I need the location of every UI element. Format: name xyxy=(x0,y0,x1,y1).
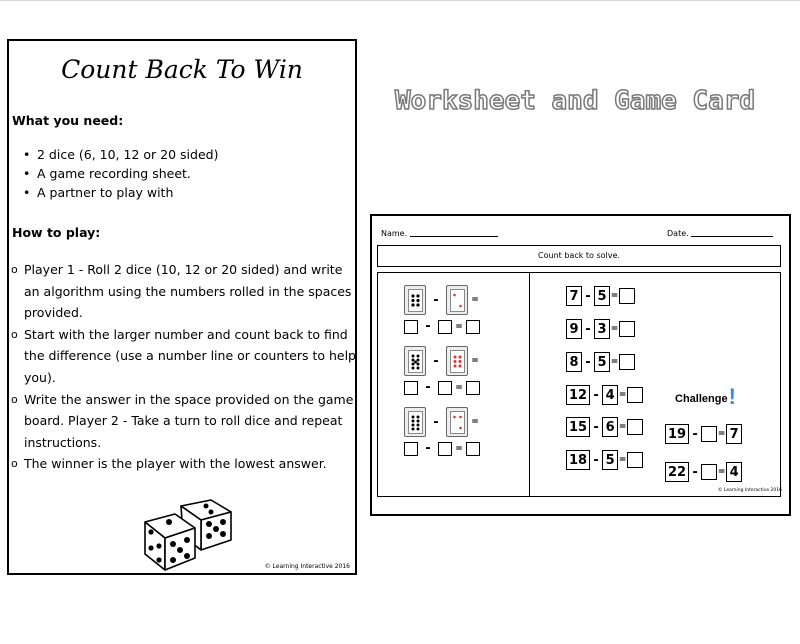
problem-row xyxy=(566,449,643,471)
how-to-play-heading: How to play: xyxy=(12,225,101,240)
name-label: Name. xyxy=(381,229,408,238)
step-item xyxy=(11,324,357,389)
challenge-text: Challenge xyxy=(675,393,728,405)
minus-sign: - xyxy=(585,288,591,304)
minus-sign: - xyxy=(692,464,698,480)
step-item xyxy=(11,453,357,475)
equals-sign: = xyxy=(717,429,726,439)
equals-sign: = xyxy=(610,357,619,367)
answer-box[interactable] xyxy=(404,442,418,456)
minuend-box: 22 xyxy=(665,462,689,482)
dice-icon xyxy=(139,498,239,574)
playing-card-icon xyxy=(446,407,468,437)
problem-row xyxy=(566,351,635,373)
answer-box[interactable] xyxy=(404,381,418,395)
minuend-box: 12 xyxy=(566,385,590,405)
problem-row xyxy=(566,384,643,406)
answer-box[interactable] xyxy=(619,288,635,304)
step-item xyxy=(11,259,357,324)
playing-card-icon xyxy=(404,285,426,315)
playing-card-icon xyxy=(404,407,426,437)
answer-box[interactable] xyxy=(627,452,643,468)
minus-sign: - xyxy=(692,426,698,442)
card-row xyxy=(404,407,482,437)
list-item: • A game recording sheet. xyxy=(23,166,218,185)
minuend-box: 15 xyxy=(566,417,590,437)
minus-sign: - xyxy=(425,441,431,456)
name-field xyxy=(381,229,498,238)
equals-sign: = xyxy=(455,443,463,454)
subtrahend-box: 4 xyxy=(602,385,618,405)
step-text: The winner is the player with the lowest answer. xyxy=(24,456,327,472)
problem-row xyxy=(566,318,635,340)
name-line xyxy=(410,236,498,237)
playing-card-icon xyxy=(404,346,426,376)
top-rule xyxy=(0,0,800,1)
step-bullet: o xyxy=(11,392,18,406)
equals-sign: = xyxy=(610,324,619,334)
blank-row xyxy=(404,441,480,456)
equals-sign: = xyxy=(471,417,479,427)
minus-sign: - xyxy=(425,319,431,334)
card-title: Count Back To Win xyxy=(61,55,303,84)
game-card xyxy=(7,39,357,575)
answer-box[interactable] xyxy=(627,387,643,403)
answer-box[interactable] xyxy=(438,381,452,395)
worksheet-copyright: © Learning Interactive 2016 xyxy=(717,488,782,493)
answer-box[interactable] xyxy=(404,320,418,334)
answer-box[interactable] xyxy=(466,442,480,456)
minuend-box: 19 xyxy=(665,424,689,444)
minuend-box: 8 xyxy=(566,352,582,372)
panel-divider xyxy=(529,273,530,496)
minus-sign: - xyxy=(425,380,431,395)
subtrahend-box: 6 xyxy=(602,417,618,437)
minus-sign: - xyxy=(433,353,439,369)
result-box: 4 xyxy=(726,462,742,482)
answer-box[interactable] xyxy=(438,442,452,456)
equals-sign: = xyxy=(471,295,479,305)
minus-sign: - xyxy=(593,387,599,403)
date-line xyxy=(691,236,773,237)
equals-sign: = xyxy=(471,356,479,366)
step-text: Player 1 - Roll 2 dice (10, 12 or 20 sided) and write an algorithm using the numbers rolled in the spaces provided. xyxy=(24,262,352,321)
needs-list xyxy=(23,147,218,204)
card-row xyxy=(404,346,482,376)
minuend-box: 7 xyxy=(566,286,582,306)
problem-row xyxy=(566,285,635,307)
answer-box[interactable] xyxy=(466,320,480,334)
exclamation-icon: ! xyxy=(728,384,736,409)
step-bullet: o xyxy=(11,457,18,471)
card-row xyxy=(404,285,482,315)
instruction-bar: Count back to solve. xyxy=(377,245,781,267)
list-item: • A partner to play with xyxy=(23,185,218,204)
blank-row xyxy=(404,319,480,334)
date-field xyxy=(667,229,773,238)
equals-sign: = xyxy=(455,382,463,393)
equals-sign: = xyxy=(717,467,726,477)
step-text: Write the answer in the space provided on the game board. Player 2 - Take a turn to roll dice and repeat instructions. xyxy=(24,391,354,450)
worksheet-panel xyxy=(377,272,781,497)
equals-sign: = xyxy=(618,422,627,432)
minus-sign: - xyxy=(585,354,591,370)
challenge-label xyxy=(675,384,736,410)
step-item xyxy=(11,389,357,454)
equals-sign: = xyxy=(610,291,619,301)
blank-row xyxy=(404,380,480,395)
minus-sign: - xyxy=(433,414,439,430)
answer-box[interactable] xyxy=(627,419,643,435)
result-box: 7 xyxy=(726,424,742,444)
subtrahend-box: 3 xyxy=(594,319,610,339)
subtrahend-box: 5 xyxy=(602,450,618,470)
challenge-row xyxy=(665,461,742,483)
problem-row xyxy=(566,416,643,438)
steps-list xyxy=(11,259,357,475)
playing-card-icon xyxy=(446,285,468,315)
subtrahend-box: 5 xyxy=(594,286,610,306)
step-text: Start with the larger number and count back to find the difference (use a number line or counters to help you). xyxy=(24,326,356,385)
equals-sign: = xyxy=(618,390,627,400)
what-you-need-heading: What you need: xyxy=(12,113,124,128)
challenge-row xyxy=(665,423,742,445)
answer-box[interactable] xyxy=(701,426,717,442)
step-bullet: o xyxy=(11,263,18,276)
answer-box[interactable] xyxy=(466,381,480,395)
minus-sign: - xyxy=(433,292,439,308)
date-label: Date. xyxy=(667,229,689,238)
worksheet xyxy=(370,214,791,516)
answer-box[interactable] xyxy=(701,464,717,480)
list-item: • 2 dice (6, 10, 12 or 20 sided) xyxy=(23,147,218,166)
minus-sign: - xyxy=(593,419,599,435)
card-copyright: © Learning Interactive 2016 xyxy=(264,563,350,570)
minuend-box: 9 xyxy=(566,319,582,339)
step-bullet: o xyxy=(11,327,18,341)
minus-sign: - xyxy=(593,452,599,468)
answer-box[interactable] xyxy=(438,320,452,334)
subtrahend-box: 5 xyxy=(594,352,610,372)
equals-sign: = xyxy=(618,455,627,465)
answer-box[interactable] xyxy=(619,321,635,337)
answer-box[interactable] xyxy=(619,354,635,370)
minuend-box: 18 xyxy=(566,450,590,470)
playing-card-icon xyxy=(446,346,468,376)
minus-sign: - xyxy=(585,321,591,337)
equals-sign: = xyxy=(455,321,463,332)
worksheet-heading: Worksheet and Game Card xyxy=(395,86,756,116)
